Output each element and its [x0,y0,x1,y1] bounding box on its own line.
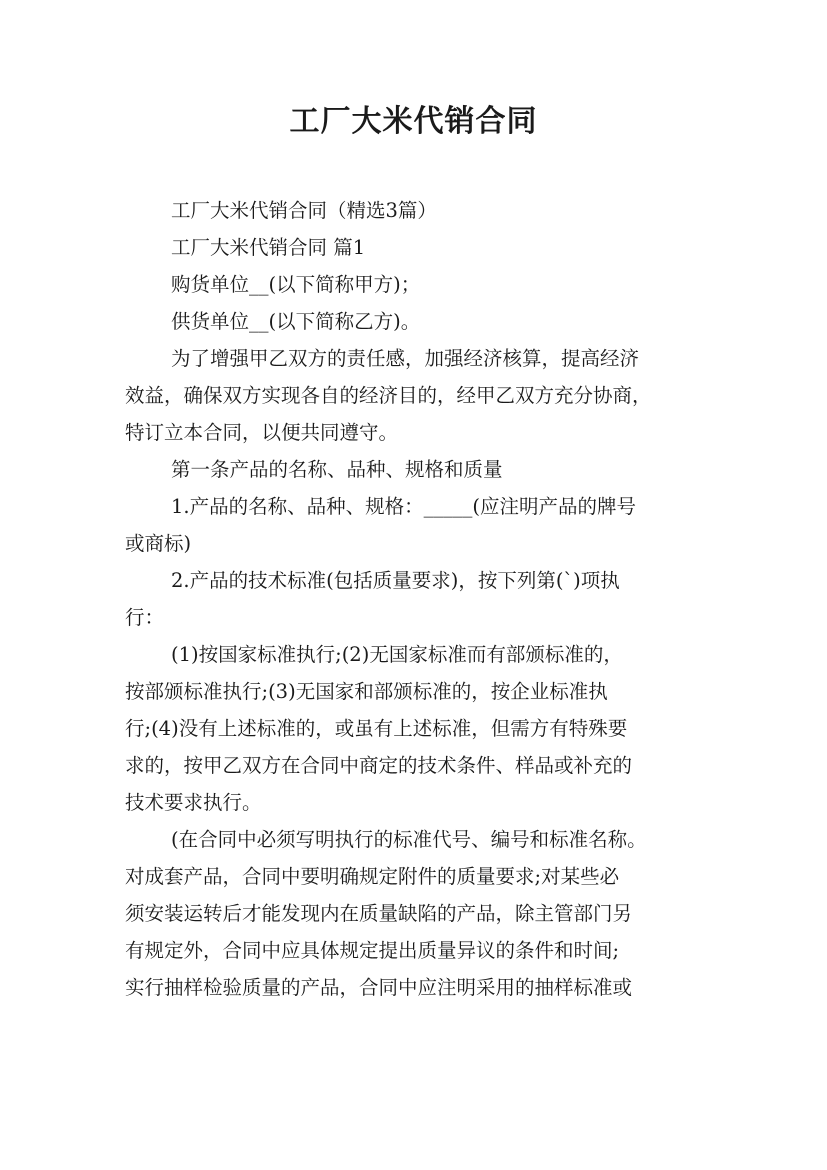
note-line-1: (在合同中必须写明执行的标准代号、编号和标准名称。 [171,828,647,851]
document-body [125,192,705,1006]
note-line-3: 须安装运转后才能发现内在质量缺陷的产品，除主管部门另 [125,902,633,925]
clause-2-line-2: 行： [125,606,165,629]
note-line-4: 有规定外，合同中应具体规定提出质量异议的条件和时间; [125,939,620,962]
line-buyer: 购货单位__(以下简称甲方)； [171,273,421,296]
line-supplier: 供货单位__(以下简称乙方)。 [171,310,421,333]
clause-1-line-1: 1.产品的名称、品种、规格：_____(应注明产品的牌号 [171,495,636,518]
standards-line-2: 按部颁标准执行;(3)无国家和部颁标准的，按企业标准执 [125,680,608,703]
paragraph-purpose-line-1: 为了增强甲乙双方的责任感，加强经济核算，提高经济 [171,347,640,370]
clause-2-line-1: 2.产品的技术标准(包括质量要求)，按下列第(`)项执 [171,569,620,592]
line-subtitle: 工厂大米代销合同（精选3篇） [171,199,437,222]
note-line-5: 实行抽样检验质量的产品，合同中应注明采用的抽样标准或 [125,976,633,999]
standards-line-3: 行;(4)没有上述标准的，或虽有上述标准，但需方有特殊要 [125,717,628,740]
article-1-heading: 第一条产品的名称、品种、规格和质量 [171,458,503,481]
paragraph-purpose-line-2: 效益，确保双方实现各自的经济目的，经甲乙双方充分协商， [125,384,652,407]
note-line-2: 对成套产品，合同中要明确规定附件的质量要求;对某些必 [125,865,620,888]
document-title: 工厂大米代销合同 [289,104,538,139]
clause-1-line-2: 或商标) [125,532,192,555]
standards-line-4: 求的，按甲乙双方在合同中商定的技术条件、样品或补充的 [125,754,633,777]
standards-line-1: (1)按国家标准执行;(2)无国家标准而有部颁标准的， [171,643,623,666]
standards-line-5: 技术要求执行。 [125,791,262,814]
paragraph-purpose-line-3: 特订立本合同，以便共同遵守。 [125,421,399,444]
line-section-heading: 工厂大米代销合同 篇1 [171,236,366,259]
